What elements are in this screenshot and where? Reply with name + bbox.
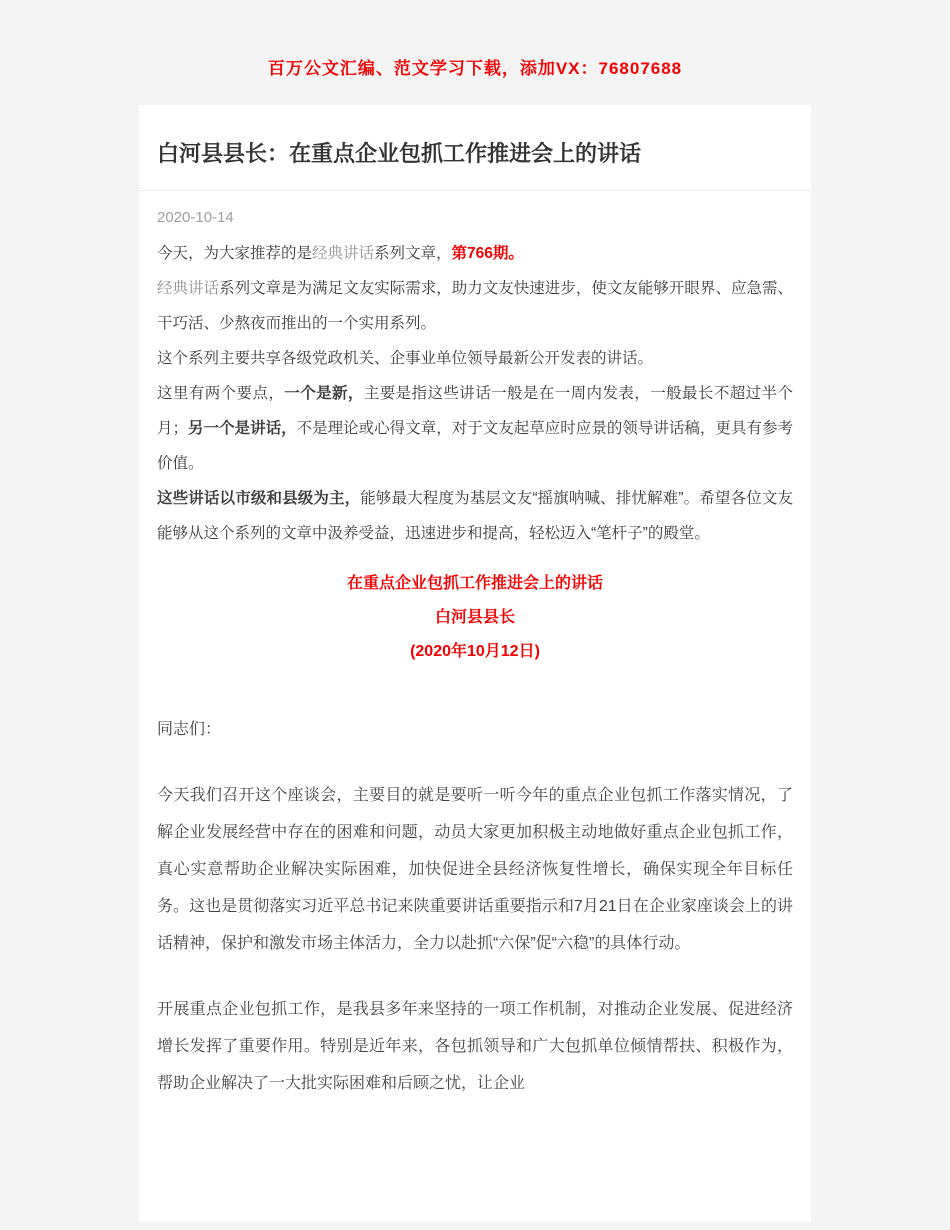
text-segment: 一个是新，: [284, 384, 364, 402]
text-segment: 不是理论或心得文章，对于文友起草应时应景的领导讲话稿，更具有参考价值。: [157, 419, 793, 472]
intro-paragraph: [157, 341, 793, 376]
text-segment: 这里有两个要点，: [157, 384, 285, 402]
text-segment: 系列文章，: [374, 244, 452, 262]
article-date: 2020-10-14: [157, 208, 234, 226]
intro-paragraph: [157, 271, 793, 341]
text-segment: 主要是指这些讲话一般是在一周内发表，一般最长不超过半个月；: [157, 384, 793, 437]
speech-paragraph: 开展重点企业包抓工作，是我县多年来坚持的一项工作机制，对推动企业发展、促进经济增长发挥了重要作用。特别是近年来，各包抓领导和广大包抓单位倾情帮扶、积极作为，帮助企业解决了一大批实际困难和后顾之忧，让企业: [157, 1000, 793, 1092]
text-segment: 第766期。: [451, 244, 524, 262]
text-segment: 经典讲话: [157, 279, 220, 297]
intro-paragraph: [157, 376, 793, 481]
article-title: 白河县县长：在重点企业包抓工作推进会上的讲话: [157, 141, 642, 166]
speech-paragraph: 同志们：: [157, 720, 222, 738]
speech-paragraph: 今天我们召开这个座谈会，主要目的就是要听一听今年的重点企业包抓工作落实情况，了解企业发展经营中存在的困难和问题，动员大家更加积极主动地做好重点企业包抓工作，真心实意帮助企业解决实际困难，加快促进全县经济恢复性增长，确保实现全年目标任务。这也是贯彻落实习近平总书记来陕重要讲话重要指示和7月21日在企业家座谈会上的讲话精神，保护和激发市场主体活力，全力以赴抓“六保”促“六稳”的具体行动。: [157, 786, 793, 952]
speech-body: [157, 711, 793, 1102]
text-segment: 能够最大程度为基层文友“摇旗呐喊、排忧解难”。希望各位文友能够从这个系列的文章中汲养受益，迅速进步和提高，轻松迈入“笔杆子”的殿堂。: [157, 489, 793, 542]
intro-paragraph: [157, 481, 793, 551]
speech-heading: [157, 567, 793, 669]
promo-banner-text: 百万公文汇编、范文学习下载，添加VX：76807688: [267, 59, 683, 78]
text-segment: 系列文章是为满足文友实际需求，助力文友快速进步，使文友能够开眼界、应急需、干巧活、少熬夜而推出的一个实用系列。: [157, 279, 793, 332]
speech-heading-line: (2020年10月12日): [410, 642, 540, 660]
speech-heading-line: 在重点企业包抓工作推进会上的讲话: [346, 574, 603, 592]
text-segment: 今天，为大家推荐的是: [157, 244, 313, 262]
speech-heading-line: 白河县县长: [434, 608, 515, 626]
text-segment: 经典讲话: [312, 244, 375, 262]
text-segment: 这个系列主要共享各级党政机关、企事业单位领导最新公开发表的讲话。: [157, 349, 654, 367]
intro-section: [157, 236, 793, 551]
title-divider: [139, 190, 811, 191]
article-card: [139, 105, 811, 1222]
text-segment: 这些讲话以市级和县级为主，: [157, 489, 361, 507]
intro-paragraph: [157, 236, 793, 271]
promo-banner: [0, 0, 950, 79]
text-segment: 另一个是讲话，: [188, 419, 297, 437]
